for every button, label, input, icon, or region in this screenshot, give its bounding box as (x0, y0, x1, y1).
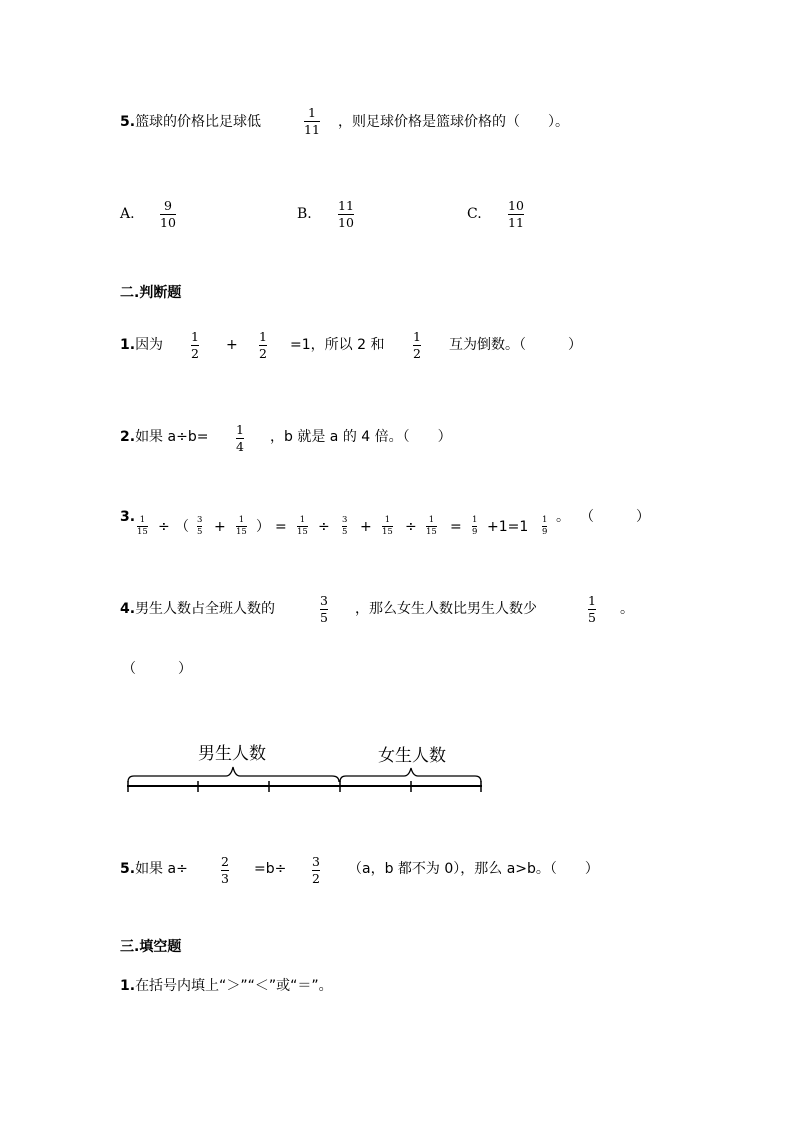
divide-sign: ÷ (158, 519, 170, 535)
fraction: 1 15 (297, 515, 308, 537)
answer-paren: （ ） (122, 661, 192, 677)
judge-5-tail: （a，b 都不为 0），那么 a>b。（ ） (348, 861, 599, 877)
fraction: 1 2 (413, 329, 421, 361)
fraction: 1 9 (472, 515, 478, 537)
boys-label: 男生人数 (198, 744, 266, 764)
option-a-fraction: 9 10 (160, 198, 176, 230)
plus-sign: + (214, 519, 226, 535)
option-c-label: C. (467, 206, 482, 222)
equals-sign: = (275, 519, 287, 535)
fraction: 1 15 (137, 515, 148, 537)
fraction: 1 15 (236, 515, 247, 537)
option-b-fraction: 11 10 (338, 198, 354, 230)
boys-brace (128, 767, 339, 782)
fraction: 3 2 (312, 854, 320, 886)
option-a-label: A. (120, 206, 135, 222)
boys-girls-diagram (110, 735, 500, 800)
fraction: 1 4 (236, 422, 244, 454)
fraction: 1 5 (588, 593, 596, 625)
fraction: 3 5 (320, 593, 328, 625)
judge-5-text: =b÷ (254, 861, 287, 877)
fraction: 1 11 (304, 105, 320, 137)
fraction: 3 5 (197, 515, 203, 537)
judge-2-tail: ，b 就是 a 的 4 倍。（ ） (270, 429, 452, 445)
girls-label: 女生人数 (378, 746, 446, 766)
divide-sign: ÷ (318, 519, 330, 535)
fill-1: 1.在括号内填上“＞”“＜”或“＝”。 (120, 978, 333, 994)
plus-sign: + (360, 519, 372, 535)
question-number: 5. (120, 114, 136, 130)
judge-4: 4.男生人数占全班人数的 (120, 601, 276, 617)
question-text-tail: ，则足球价格是篮球价格的（ ）。 (338, 114, 569, 130)
right-paren: ） (256, 519, 270, 535)
period: 。 (556, 509, 570, 525)
judge-3-number: 3. (120, 509, 136, 525)
equals-sign: = (450, 519, 462, 535)
period: 。 (620, 601, 634, 617)
option-b-label: B. (297, 206, 312, 222)
judge-1-text: =1，所以 2 和 (290, 337, 385, 353)
fraction: 1 15 (426, 515, 437, 537)
girls-brace (340, 768, 481, 782)
plus-sign: + (226, 337, 238, 353)
section-title: 三.填空题 (120, 939, 182, 955)
judge-1: 1.因为 (120, 337, 164, 353)
judge-4-text: ，那么女生人数比男生人数少 (355, 601, 537, 617)
question-text: 篮球的价格比足球低 (135, 114, 262, 130)
question-5-choice (120, 113, 261, 131)
answer-paren: （ ） (580, 509, 650, 525)
left-paren: （ (175, 519, 189, 535)
judge-1-tail: 互为倒数。（ ） (449, 337, 582, 353)
fraction: 1 2 (191, 329, 199, 361)
judge-5: 5.如果 a÷ (120, 861, 188, 877)
fraction: 3 5 (342, 515, 348, 537)
fraction: 1 9 (542, 515, 548, 537)
judge-2: 2.如果 a÷b= (120, 429, 209, 445)
section-title: 二.判断题 (120, 285, 182, 301)
fraction: 1 15 (382, 515, 393, 537)
plus-one-equals-one: +1=1 (487, 519, 529, 535)
divide-sign: ÷ (405, 519, 417, 535)
option-c-fraction: 10 11 (508, 198, 524, 230)
fraction: 1 2 (259, 329, 267, 361)
fraction: 2 3 (221, 854, 229, 886)
